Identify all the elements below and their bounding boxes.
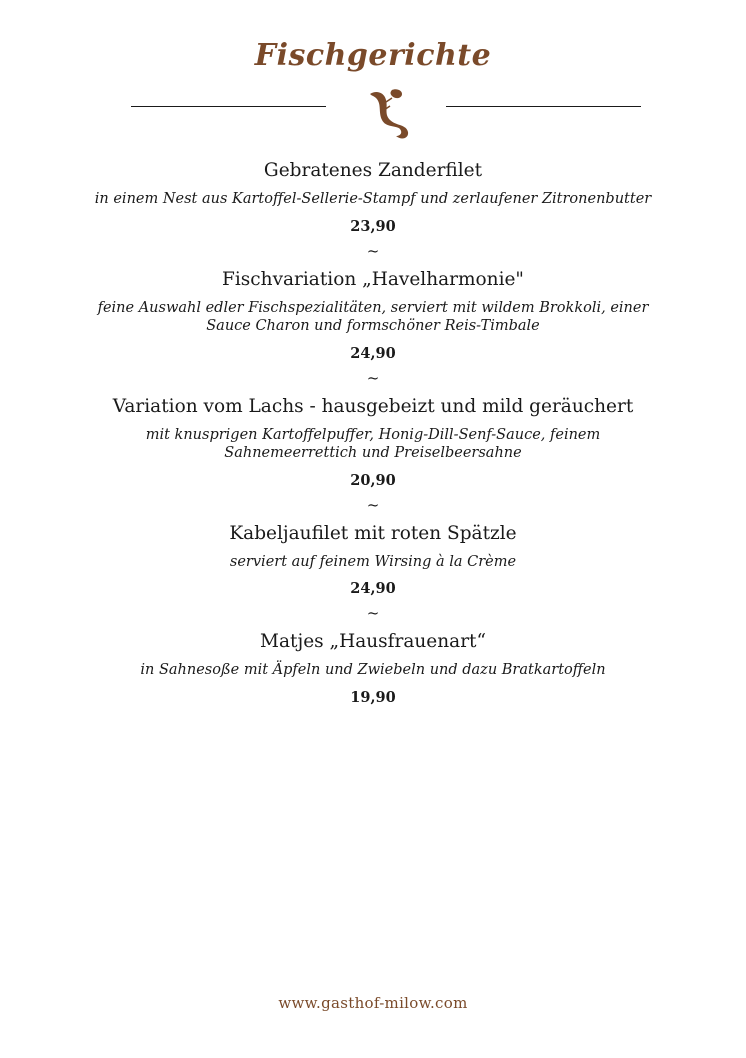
- dish-name: Kabeljaufilet mit roten Spätzle: [229, 522, 517, 544]
- dish-description: mit knusprigen Kartoffelpuffer, Honig-Dill-Senf-Sauce, feinem Sahnemeerrettich und Preiselbeersahne: [145, 426, 601, 461]
- dish-price: 19,90: [350, 688, 396, 706]
- dish-name: Matjes „Hausfrauenart“: [260, 631, 486, 652]
- dish-name: Gebratenes Zanderfilet: [263, 160, 483, 181]
- dish-item: [0, 521, 746, 600]
- dish-price: 24,90: [350, 344, 396, 362]
- dish-item: [0, 629, 746, 708]
- dish-list: [0, 158, 746, 712]
- title-divider-left: [131, 106, 326, 107]
- dish-price: 20,90: [350, 471, 396, 489]
- dish-price: 23,90: [350, 217, 396, 235]
- title-divider-right: [446, 106, 641, 107]
- dish-item: [0, 394, 746, 491]
- dish-separator: ~: [366, 604, 380, 622]
- dish-item: [0, 267, 746, 364]
- dish-separator: ~: [366, 368, 380, 387]
- dish-separator: ~: [366, 495, 380, 514]
- dish-name: Variation vom Lachs - hausgebeizt und mild geräuchert: [112, 395, 634, 417]
- dish-description: serviert auf feinem Wirsing à la Crème: [229, 553, 517, 570]
- dish-price: 24,90: [350, 580, 396, 597]
- dish-separator: ~: [366, 241, 380, 260]
- website-link[interactable]: www.gasthof-milow.com: [278, 994, 468, 1012]
- dish-item: [0, 158, 746, 237]
- fish-ornament-icon: [362, 84, 414, 142]
- dish-description: in einem Nest aus Kartoffel-Sellerie-Stampf und zerlaufener Zitronenbutter: [94, 191, 652, 207]
- page-title: Fischgerichte: [254, 38, 492, 73]
- dish-name: Fischvariation „Havelharmonie": [222, 268, 524, 290]
- dish-description: in Sahnesoße mit Äpfeln und Zwiebeln und dazu Bratkartoffeln: [140, 662, 606, 678]
- dish-description: feine Auswahl edler Fischspezialitäten, serviert mit wildem Brokkoli, einer Sauce Charon und formschöner Reis-Timbale: [97, 299, 649, 334]
